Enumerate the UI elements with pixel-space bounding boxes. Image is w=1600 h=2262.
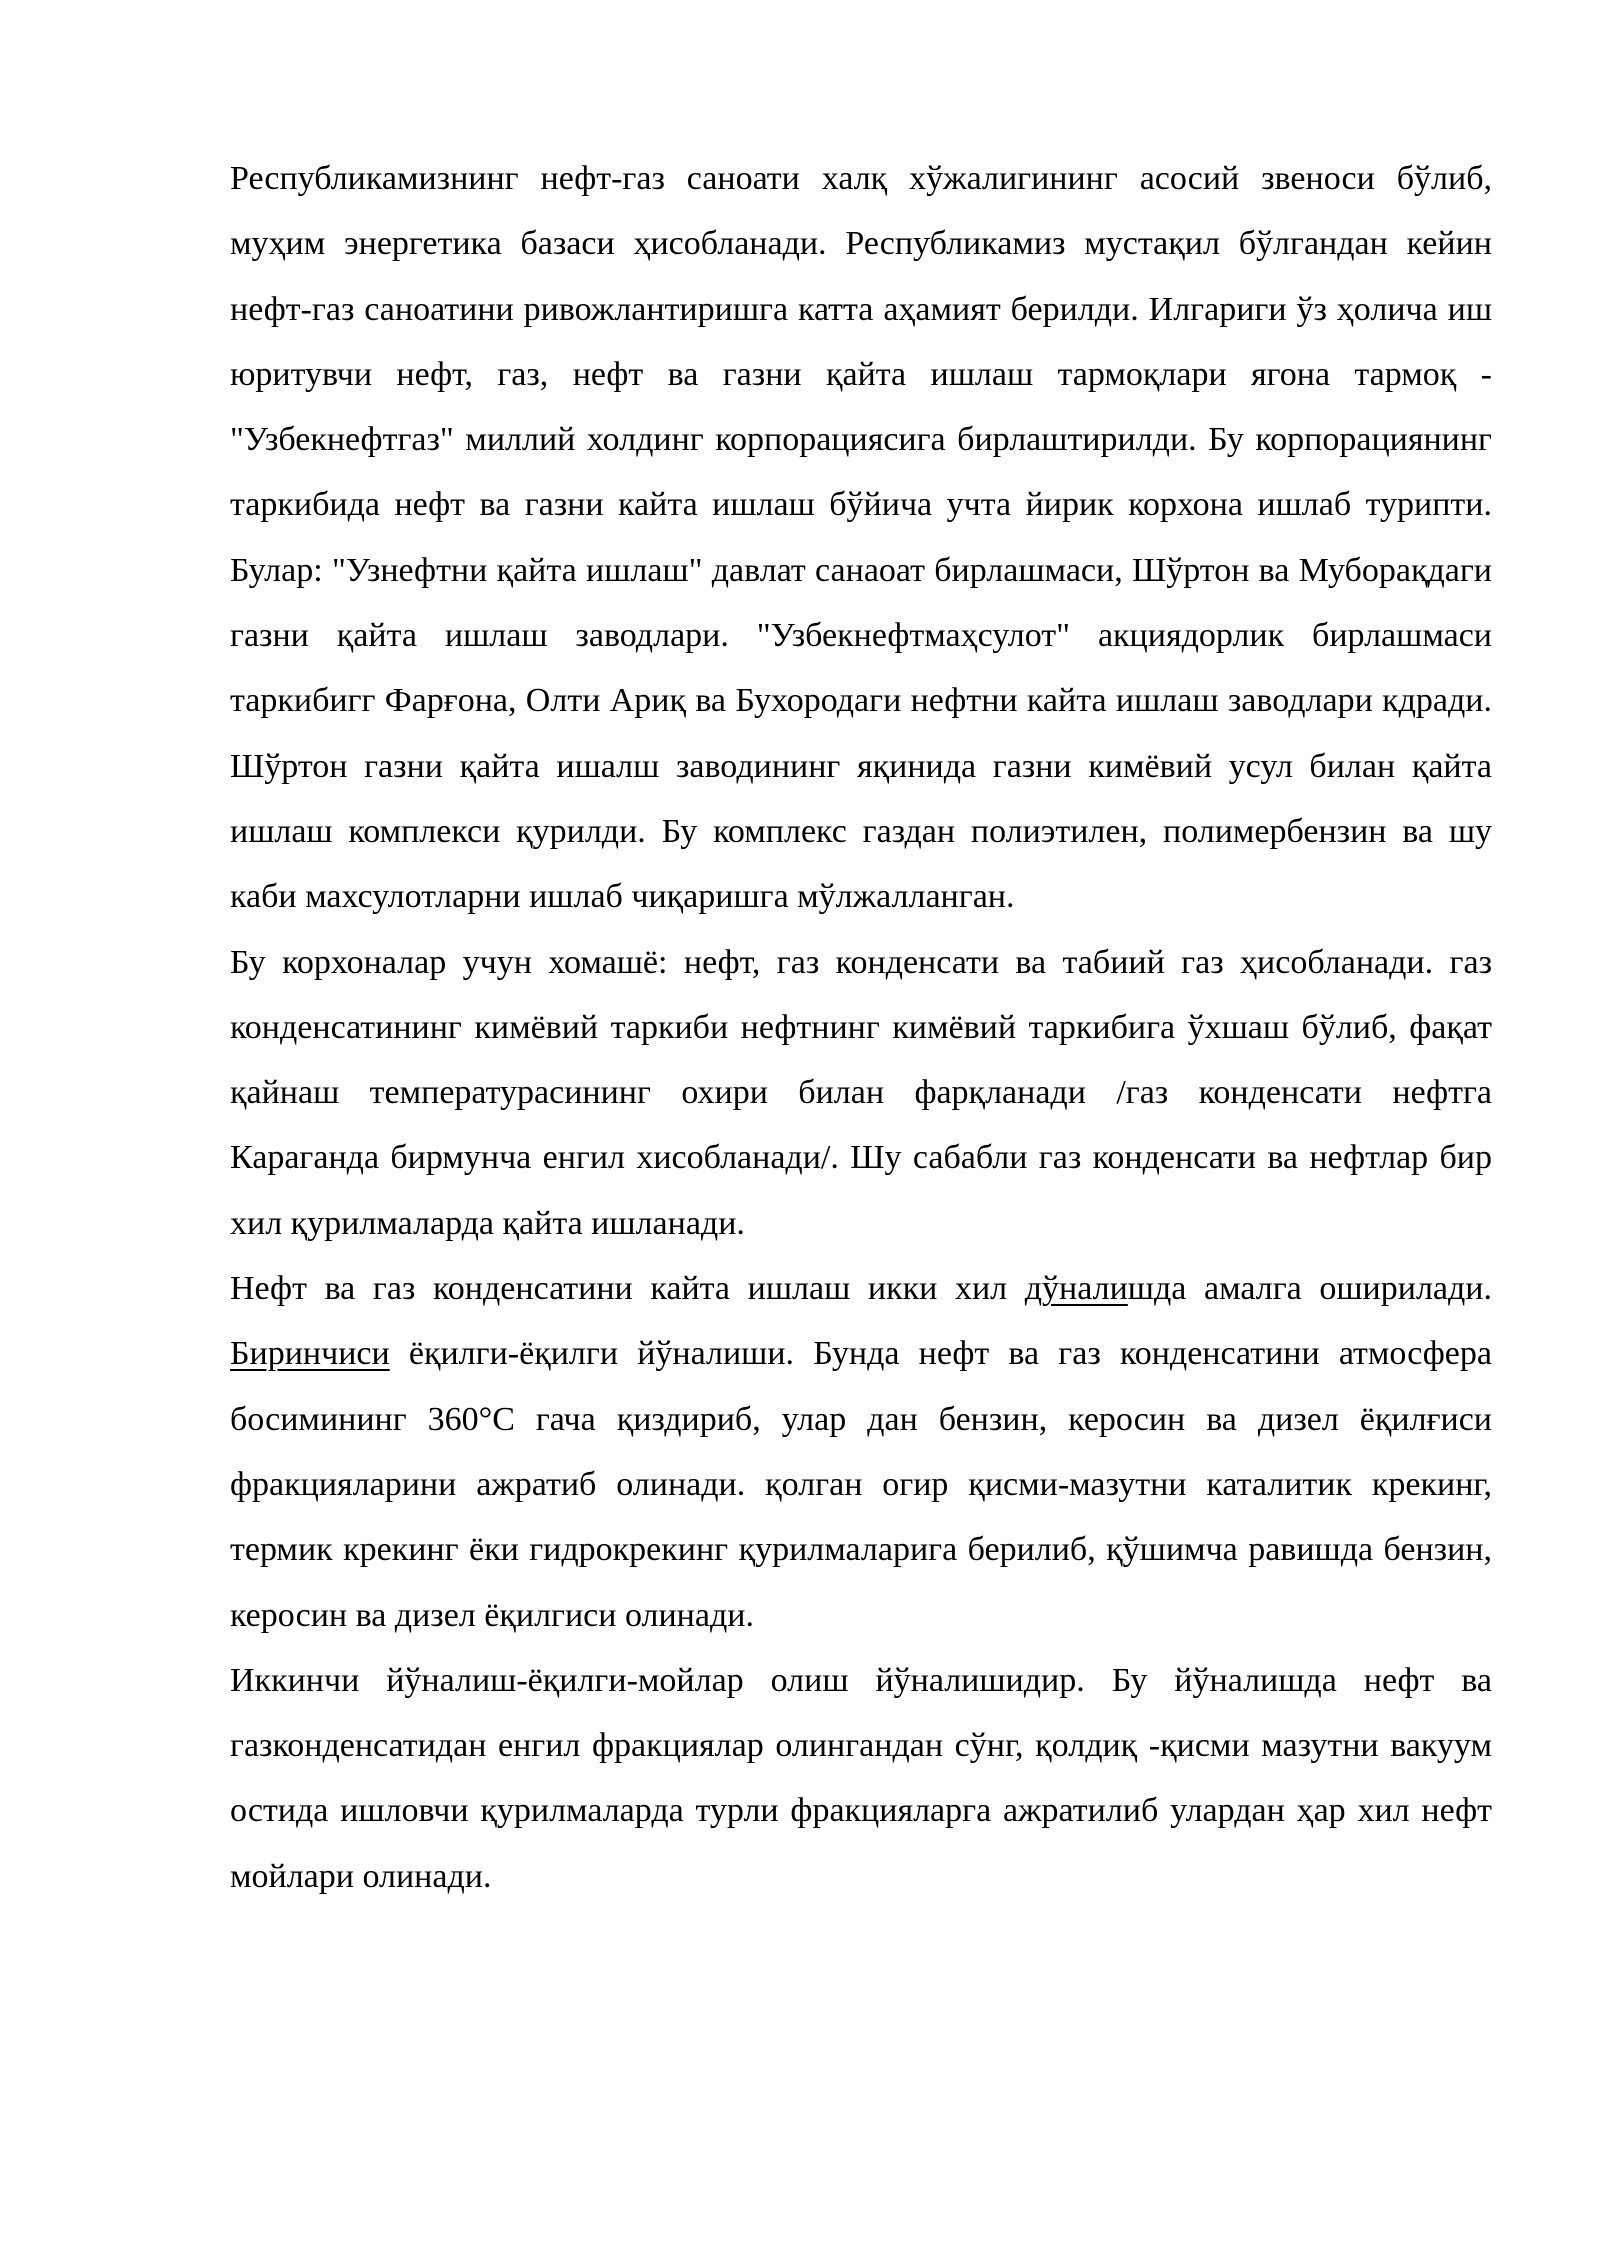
document-page	[230, 146, 1492, 1909]
paragraph-4: Иккинчи йўналиш-ёқилги-мойлар олиш йўналишидир. Бу йўналишда нефт ва газконденсатидан енгил фракциялар олингандан сўнг, қолдиқ -қисми мазутни вакуум остида ишловчи қурилмаларда турли фракцияларга ажратилиб улардан ҳар хил нефт мойлари олинади.	[230, 1661, 1492, 1895]
paragraph-3-text-c: ёқилги-ёқилги йўналиши. Бунда нефт ва газ конденсатини атмосфера босимининг 360°С гача қиздириб, улар дан бензин, керосин ва дизел ёқилғиси фракцияларини ажратиб олинади. қолган огир қисми-мазутни каталитик крекинг, термик крекинг ёки гидрокрекинг қурилмаларига берилиб, қўшимча равишда бензин, керосин ва дизел ёқилгиси олинади.	[230, 1335, 1492, 1634]
paragraph-3	[230, 1256, 1492, 1648]
underlined-word-first: Биринчиси	[230, 1335, 390, 1373]
underlined-word-direction: дўнали	[1024, 1270, 1128, 1308]
paragraph-1: Республикамизнинг нефт-газ саноати халқ хўжалигининг асосий звеноси бўлиб, муҳим энергетика базаси ҳисобланади. Республикамиз мустақил бўлгандан кейин нефт-газ саноатини ривожлантиришга катта аҳамият берилди. Илгариги ўз ҳолича иш юритувчи нефт, газ, нефт ва газни қайта ишлаш тармоқлари ягона тармоқ - "Узбекнефтгаз" миллий холдинг корпорациясига бирлаштирилди. Бу корпорациянинг таркибида нефт ва газни кайта ишлаш бўйича учта йирик корхона ишлаб турипти. Булар: "Узнефтни қайта ишлаш" давлат санаоат бирлашмаси, Шўртон ва Муборақдаги газни қайта ишлаш заводлари. "Узбекнефтмаҳсулот" акциядорлик бирлашмаси таркибигг Фарғона, Олти Ариқ ва Бухородаги нефтни кайта ишлаш заводлари кдради. Шўртон газни қайта ишалш заводининг яқинида газни кимёвий усул билан қайта ишлаш комплекси қурилди. Бу комплекс газдан полиэтилен, полимербензин ва шу каби махсулотларни ишлаб чиқаришга мўлжалланган.	[230, 160, 1492, 916]
paragraph-3-text-a: Нефт ва газ конденсатини кайта ишлаш икки хил	[230, 1270, 1025, 1308]
paragraph-2: Бу корхоналар учун хомашё: нефт, газ конденсати ва табиий газ ҳисобланади. газ конденсатининг кимёвий таркиби нефтнинг кимёвий таркибига ўхшаш бўлиб, фақат қайнаш температурасининг охири билан фарқланади /газ конденсати нефтга Караганда бирмунча енгил хисобланади/. Шу сабабли газ конденсати ва нефтлар бир хил қурилмаларда қайта ишланади.	[230, 943, 1492, 1242]
paragraph-3-text-b: шда амалга оширилади.	[1127, 1270, 1492, 1308]
